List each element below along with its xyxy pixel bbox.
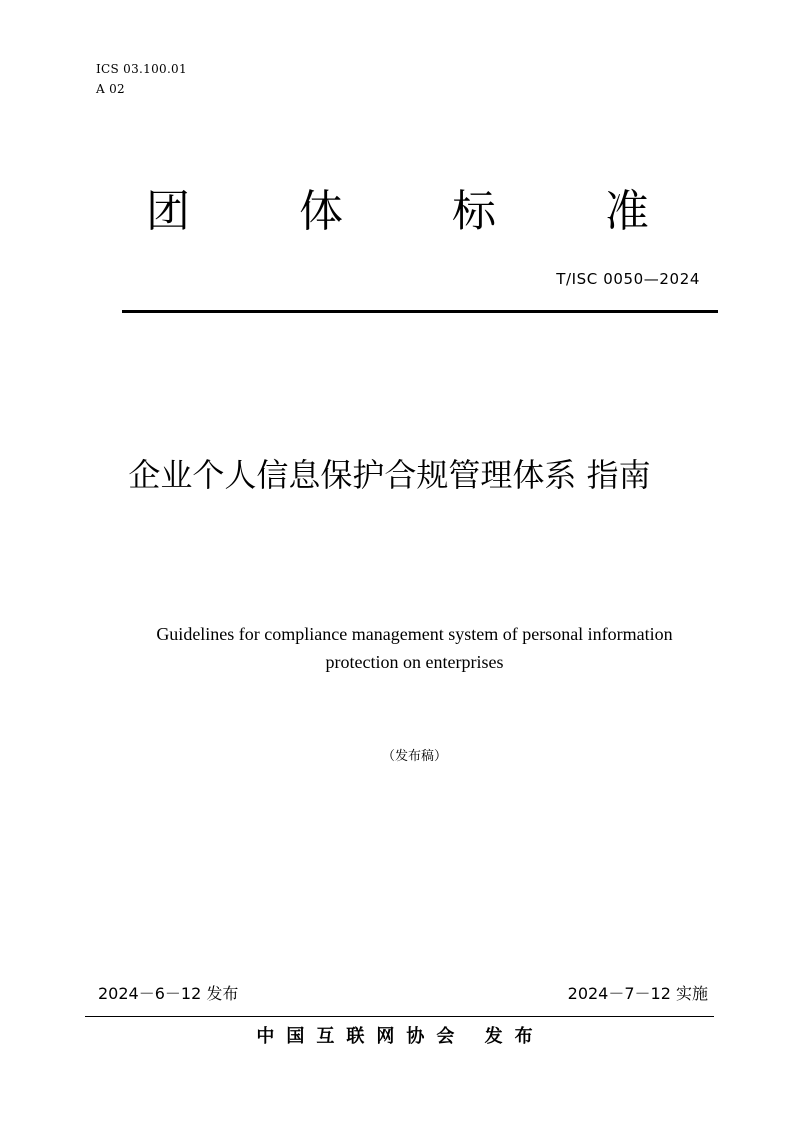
standard-type-char-3: 标 [452,186,496,237]
footer-divider [85,1016,714,1017]
ics-code: ICS 03.100.01 [96,62,187,76]
implementation-date: 2024－7－12 实施 [567,984,708,1003]
publisher: 中国互联网协会 发布 [256,1026,545,1047]
chinese-title: 企业个人信息保护合规管理体系 指南 [128,456,651,494]
standard-type-char-2: 体 [299,186,343,237]
issue-date: 2024－6－12 发布 [98,984,239,1003]
standard-type-char-4: 准 [605,186,649,237]
header-divider [122,310,718,313]
standard-type-char-1: 团 [146,186,190,237]
standard-number: T/ISC 0050—2024 [556,270,700,288]
english-title-line-1: Guidelines for compliance management system of personal information [156,624,673,644]
english-title-line-2: protection on enterprises [325,652,504,672]
classification-code: A 02 [96,82,125,96]
draft-status: （发布稿） [381,749,447,764]
